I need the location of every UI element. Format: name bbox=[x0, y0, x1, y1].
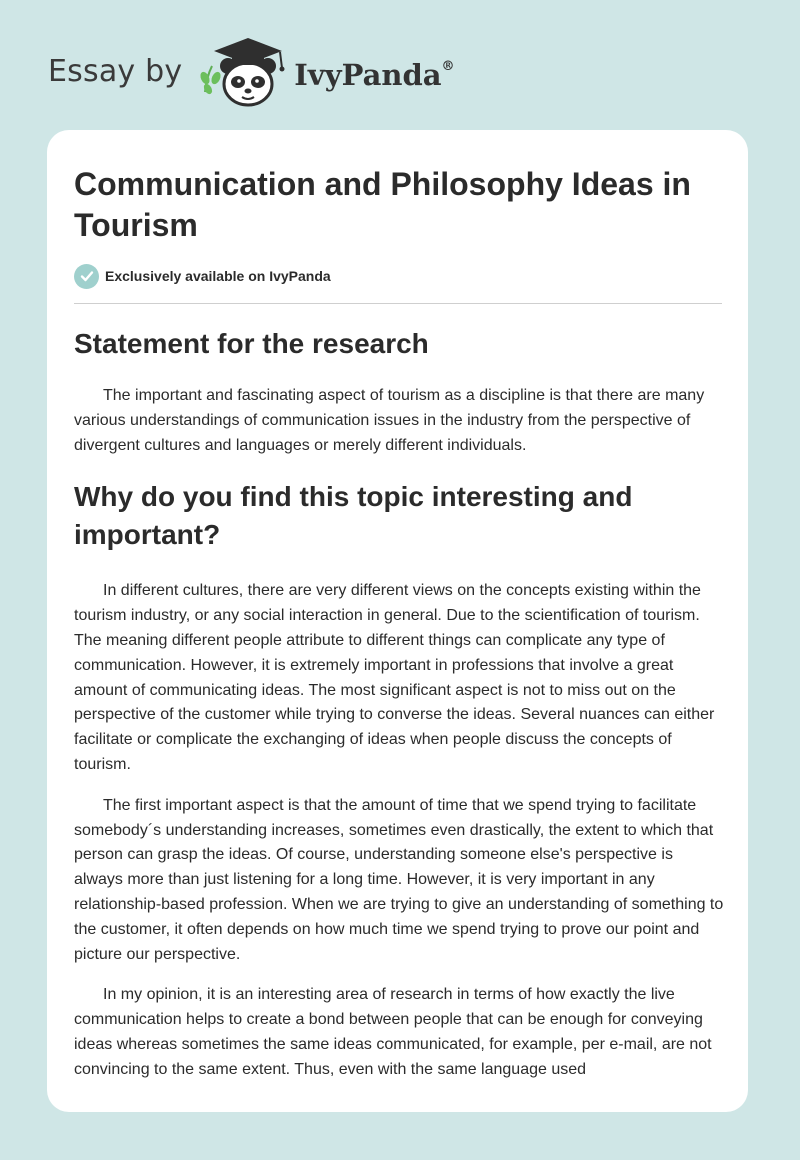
exclusive-badge bbox=[74, 263, 331, 289]
essay-title: Communication and Philosophy Ideas in Tourism bbox=[74, 166, 691, 243]
essay-by-label: Essay by bbox=[48, 53, 183, 89]
registered-mark: ® bbox=[441, 59, 455, 75]
section-heading: Why do you find this topic interesting and important? bbox=[74, 481, 633, 551]
divider bbox=[74, 303, 722, 304]
paragraph: The first important aspect is that the amount of time that we spend trying to facilitate somebody´s understanding increases, sometimes even drastically, the extent to which that person can grasp the ideas. Of course, understanding someone else's perspective is always more than just listening for a long time. However, it is very important in any relationship-based profession. When we are trying to give an understanding of something to the customer, it often depends on how much time we spend trying to prove our point and picture our perspective. bbox=[74, 796, 724, 963]
paragraph: In my opinion, it is an interesting area of research in terms of how exactly the live communication helps to create a bond between people that can be enough for conveying ideas whereas sometimes the same ideas communicated, for example, per e-mail, are not convincing to the same extent. Thus, even with the same language used bbox=[74, 986, 712, 1078]
panda-graduate-icon[interactable] bbox=[196, 34, 292, 108]
essay-card bbox=[47, 130, 748, 1112]
badge-label: Exclusively available on IvyPanda bbox=[105, 268, 331, 284]
brand-logo-text[interactable]: IvyPanda® bbox=[294, 58, 455, 92]
site-header bbox=[48, 34, 752, 108]
checkmark-icon bbox=[74, 264, 99, 289]
section-heading: Statement for the research bbox=[74, 328, 429, 359]
essay-body bbox=[74, 324, 726, 1083]
paragraph: In different cultures, there are very different views on the concepts existing within the tourism industry, or any social interaction in general. Due to the scientification of tourism. The meaning different people attribute to different things can complicate any type of communication. However, it is extremely important in professions that involve a great amount of communicating ideas. The most significant aspect is not to miss out on the perspective of the customer while trying to converse the ideas. Several nuances can either facilitate or complicate the exchanging of ideas when people discuss the concepts of tourism. bbox=[74, 582, 715, 773]
paragraph: The important and fascinating aspect of tourism as a discipline is that there are many various understandings of communication issues in the industry from the perspective of divergent cultures and languages or merely different individuals. bbox=[74, 387, 705, 454]
